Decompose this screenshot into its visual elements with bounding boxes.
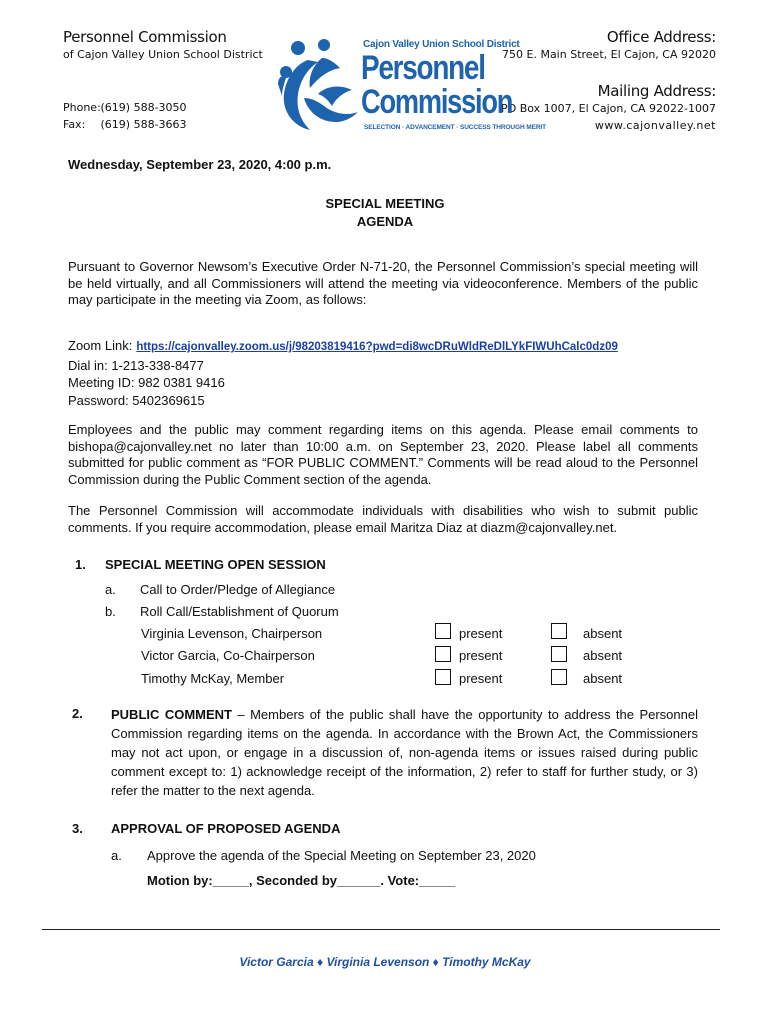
mailing-address: PO Box 1007, El Cajon, CA 92022-1007 [500, 102, 716, 115]
present-checkbox-3[interactable] [435, 669, 451, 685]
section-2-text: – Members of the public shall have the opportunity to address the Personnel Commission regarding items on the agenda. In accordance with the Brown Act, the Commissioners may not act upon, or engage in a discussion of, non-agenda items or issues raised during public comment except to: 1) acknowledge receipt of the information, 2) refer to staff for further study, or 3) refer the matter to the next agenda. [111, 707, 698, 798]
logo-word-personnel: Personnel [361, 49, 485, 87]
zoom-details [68, 337, 618, 409]
roll-name-1: Virginia Levenson, Chairperson [141, 626, 323, 641]
zoom-link-label: Zoom Link: [68, 338, 133, 353]
meeting-title: SPECIAL MEETING [325, 196, 445, 211]
logo-people-icon [278, 38, 362, 134]
website-text: www.cajonvalley.net [594, 119, 716, 132]
absent-label-1: absent [583, 626, 623, 641]
dial-in: Dial in: 1-213-338-8477 [68, 357, 204, 373]
present-checkbox-1[interactable] [435, 623, 451, 639]
logo-district-name: Cajon Valley Union School District [363, 39, 520, 50]
office-address-label: Office Address: [606, 28, 716, 46]
absent-label-3: absent [583, 671, 623, 686]
section-2-body [111, 705, 698, 800]
present-label-1: present [459, 626, 503, 641]
motion-line: Motion by:_____, Seconded by______. Vote:_____ [147, 873, 456, 888]
roll-name-2: Victor Garcia, Co-Chairperson [141, 648, 315, 663]
item-1a-text: Call to Order/Pledge of Allegiance [140, 582, 336, 597]
agenda-title: AGENDA [356, 214, 414, 229]
logo-tagline: SELECTION · ADVANCEMENT · SUCCESS THROUGH MERIT [364, 124, 546, 131]
zoom-link-line [68, 337, 618, 357]
phone-number: (619) 588-3050 [100, 101, 187, 114]
section-3-number: 3. [72, 821, 83, 836]
absent-checkbox-1[interactable] [551, 623, 567, 639]
item-3a-letter: a. [111, 848, 122, 863]
section-2-number: 2. [72, 706, 83, 721]
roll-name-3: Timothy McKay, Member [141, 671, 285, 686]
item-1a-letter: a. [105, 582, 116, 597]
organization-subtitle: of Cajon Valley Union School District [63, 48, 263, 61]
item-3a-text: Approve the agenda of the Special Meeting on September 23, 2020 [147, 848, 536, 863]
item-1b-letter: b. [105, 604, 116, 619]
fax-label: Fax: [63, 118, 86, 131]
footer-commissioners: Victor Garcia ♦ Virginia Levenson ♦ Timothy McKay [239, 955, 531, 969]
accommodation-paragraph: The Personnel Commission will accommodate individuals with disabilities who wish to submit public comments. If you require accommodation, please email Maritza Diaz at diazm@cajonvalley.net. [68, 503, 698, 535]
section-1-heading: SPECIAL MEETING OPEN SESSION [105, 557, 326, 572]
section-3-heading: APPROVAL OF PROPOSED AGENDA [111, 821, 341, 836]
item-1b-text: Roll Call/Establishment of Quorum [140, 604, 339, 619]
meeting-id: Meeting ID: 982 0381 9416 [68, 375, 225, 390]
mailing-address-label: Mailing Address: [597, 82, 716, 100]
intro-paragraph: Pursuant to Governor Newsom’s Executive Order N-71-20, the Personnel Commission’s special meeting will be held virtually, and all Commissioners will attend the meeting via videoconference. Members of the public may participate in the meeting via Zoom, as follows: [68, 259, 698, 307]
phone-line [63, 99, 187, 116]
organization-name: Personnel Commission [63, 28, 227, 46]
contact-numbers [63, 99, 187, 133]
meeting-date: Wednesday, September 23, 2020, 4:00 p.m. [68, 157, 332, 172]
present-label-3: present [459, 671, 503, 686]
section-2-heading: PUBLIC COMMENT [111, 707, 232, 722]
logo-word-commission: Commission [361, 83, 513, 121]
phone-label: Phone: [63, 101, 101, 114]
absent-label-2: absent [583, 648, 623, 663]
present-checkbox-2[interactable] [435, 646, 451, 662]
section-1-number: 1. [75, 557, 86, 572]
zoom-link[interactable]: https://cajonvalley.zoom.us/j/98203819416?pwd=di8wcDRuWldReDlLYkFIWUhCalc0dz09 [136, 341, 618, 353]
present-label-2: present [459, 648, 503, 663]
meeting-password: Password: 5402369615 [68, 392, 205, 408]
absent-checkbox-3[interactable] [551, 669, 567, 685]
fax-number: (619) 588-3663 [100, 118, 187, 131]
footer-divider [42, 929, 720, 930]
fax-line [63, 116, 187, 133]
comments-paragraph: Employees and the public may comment regarding items on this agenda. Please email comments to bishopa@cajonvalley.net no later than 10:00 a.m. on September 23, 2020. Please label all comments submitted for public comment as “FOR PUBLIC COMMENT.” Comments will be read aloud to the Personnel Commission during the Public Comment section of the agenda. [68, 422, 698, 487]
absent-checkbox-2[interactable] [551, 646, 567, 662]
office-address: 750 E. Main Street, El Cajon, CA 92020 [502, 48, 716, 61]
